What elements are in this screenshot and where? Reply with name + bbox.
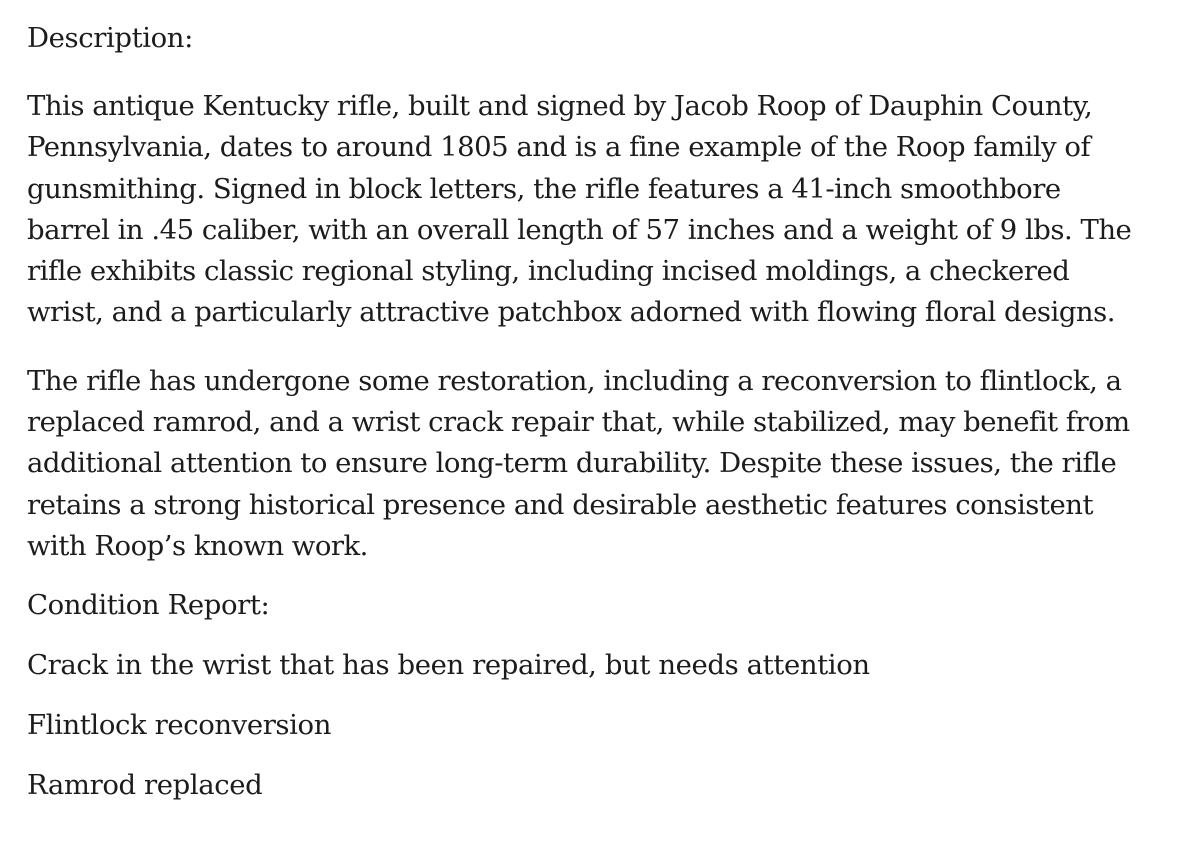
paragraph-line: gunsmithing. Signed in block letters, the rifle features a 41-inch smoothbore [27, 172, 1061, 205]
paragraph-line: This antique Kentucky rifle, built and signed by Jacob Roop of Dauphin County, [27, 90, 1093, 122]
condition-item-wrist-crack: Crack in the wrist that has been repaired, but needs attention [27, 649, 870, 682]
document-body [27, 18, 1167, 825]
paragraph-line: The rifle has undergone some restoration, including a reconversion to flintlock, a [27, 364, 1122, 397]
description-paragraph-2 [27, 361, 1167, 567]
description-paragraph-1 [27, 86, 1167, 334]
paragraph-line: rifle exhibits classic regional styling, including incised moldings, a checkered [27, 255, 1070, 288]
paragraph-line: barrel in .45 caliber, with an overall length of 57 inches and a weight of 9 lbs. The [27, 213, 1132, 246]
paragraph-line: additional attention to ensure long-term durability. Despite these issues, the rifle [27, 447, 1117, 480]
paragraph-line: replaced ramrod, and a wrist crack repair that, while stabilized, may benefit from [27, 406, 1130, 439]
paragraph-line: with Roop’s known work. [27, 529, 368, 562]
condition-item-flintlock: Flintlock reconversion [27, 709, 332, 742]
paragraph-line: retains a strong historical presence and desirable aesthetic features consistent [27, 488, 1093, 521]
description-heading: Description: [27, 22, 193, 54]
condition-item-ramrod: Ramrod replaced [27, 769, 263, 802]
paragraph-line: wrist, and a particularly attractive patchbox adorned with flowing floral designs. [27, 296, 1115, 329]
condition-report-heading: Condition Report: [27, 589, 270, 622]
paragraph-line: Pennsylvania, dates to around 1805 and is a fine example of the Roop family of [27, 131, 1091, 164]
